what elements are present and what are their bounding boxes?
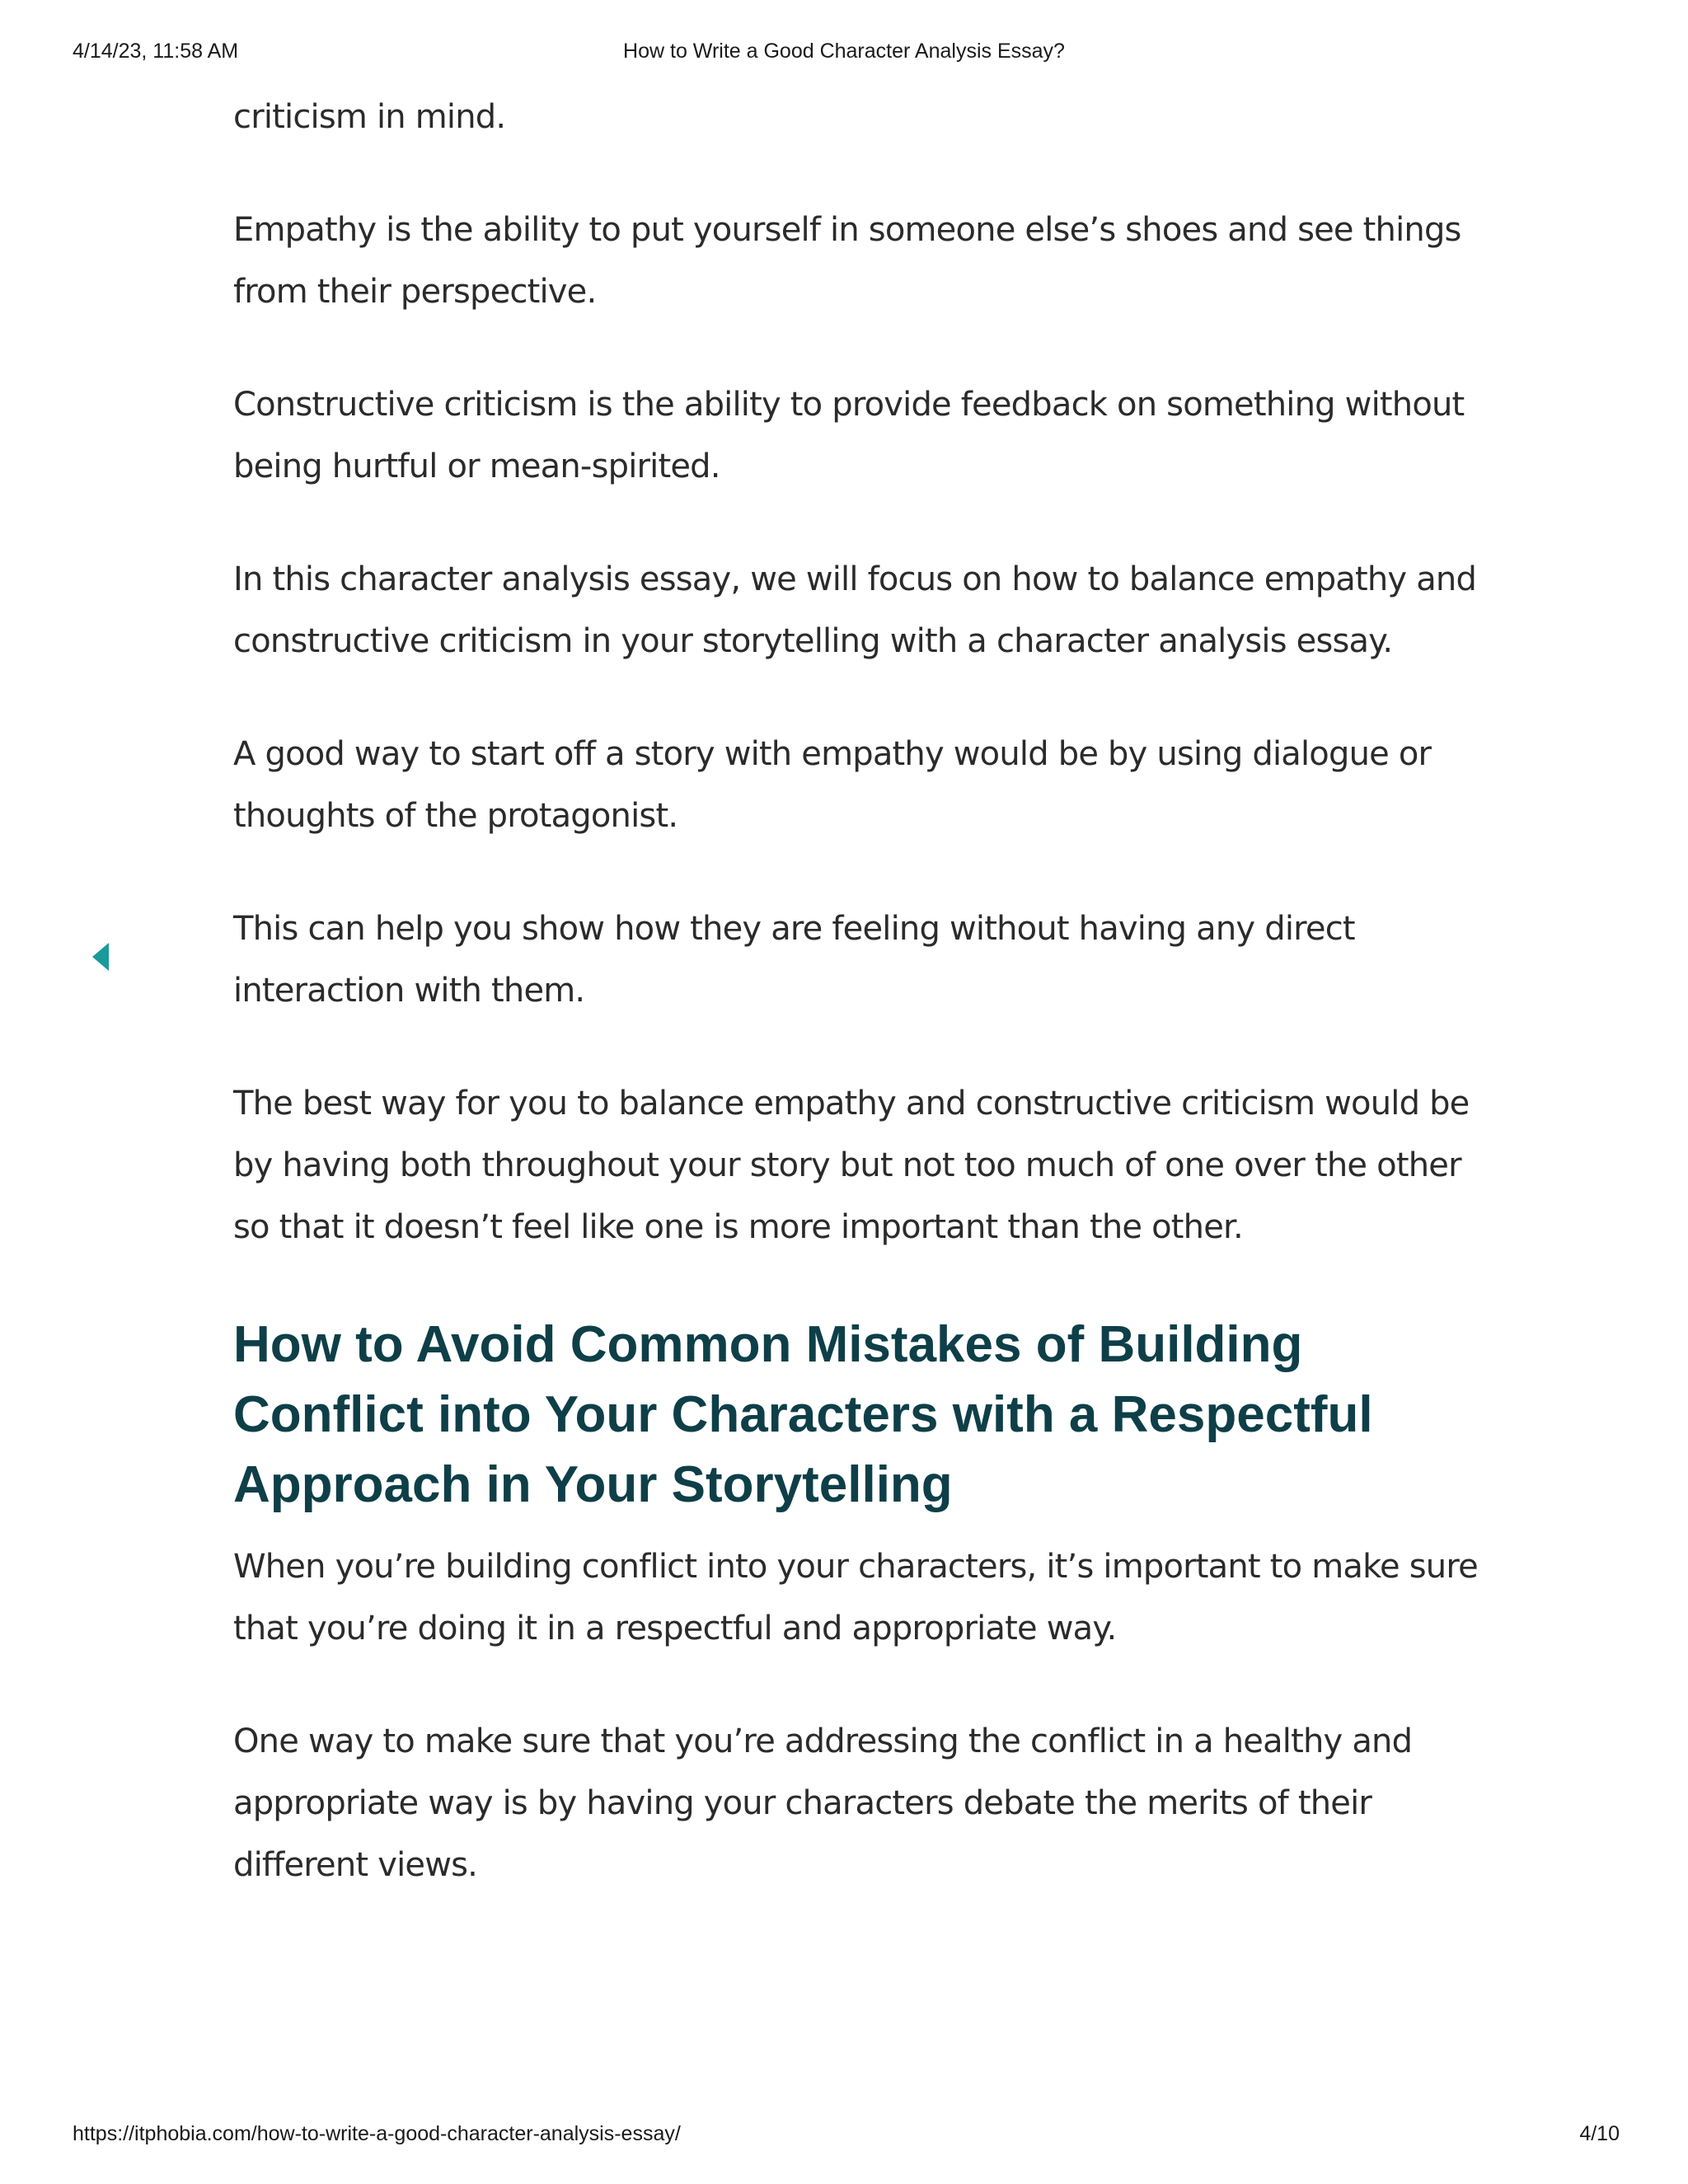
paragraph-show-feelings: This can help you show how they are feeling without having any direct interaction with them. (233, 910, 1355, 1010)
paragraph-debate-merits: One way to make sure that you’re addressing the conflict in a healthy and appropriate way is by having your characters debate the merits of their different views. (233, 1722, 1413, 1884)
print-datetime: 4/14/23, 11:58 AM (73, 40, 239, 63)
print-page-title: How to Write a Good Character Analysis Essay? (623, 40, 1065, 63)
print-url: https://itphobia.com/how-to-write-a-good-character-analysis-essay/ (73, 2122, 681, 2145)
print-header (0, 40, 1688, 73)
caret-left-icon[interactable] (91, 942, 110, 972)
paragraph-empathy-definition: Empathy is the ability to put yourself in someone else’s shoes and see things from their perspective. (233, 211, 1461, 311)
paragraph-building-conflict: When you’re building conflict into your characters, it’s important to make sure that you’re doing it in a respectful and appropriate way. (233, 1548, 1478, 1647)
print-footer (0, 2122, 1688, 2155)
paragraph-continued: criticism in mind. (233, 98, 506, 136)
section-heading: How to Avoid Common Mistakes of Building Conflict into Your Characters with a Respectful Approach in Your Storytelling (233, 1316, 1373, 1513)
paragraph-essay-focus: In this character analysis essay, we will focus on how to balance empathy and constructive criticism in your storytelling with a character analysis essay. (233, 560, 1477, 660)
paragraph-balance: The best way for you to balance empathy and constructive criticism would be by having both throughout your story but not too much of one over the other so that it doesn’t feel like one is more important than the other. (233, 1085, 1470, 1246)
paragraph-criticism-definition: Constructive criticism is the ability to provide feedback on something without being hurtful or mean-spirited. (233, 386, 1465, 485)
page-number: 4/10 (1579, 2122, 1620, 2145)
article-body (233, 87, 1486, 1947)
paragraph-start-with-empathy: A good way to start off a story with empathy would be by using dialogue or thoughts of the protagonist. (233, 735, 1432, 835)
caret-left-icon-svg (91, 942, 110, 972)
